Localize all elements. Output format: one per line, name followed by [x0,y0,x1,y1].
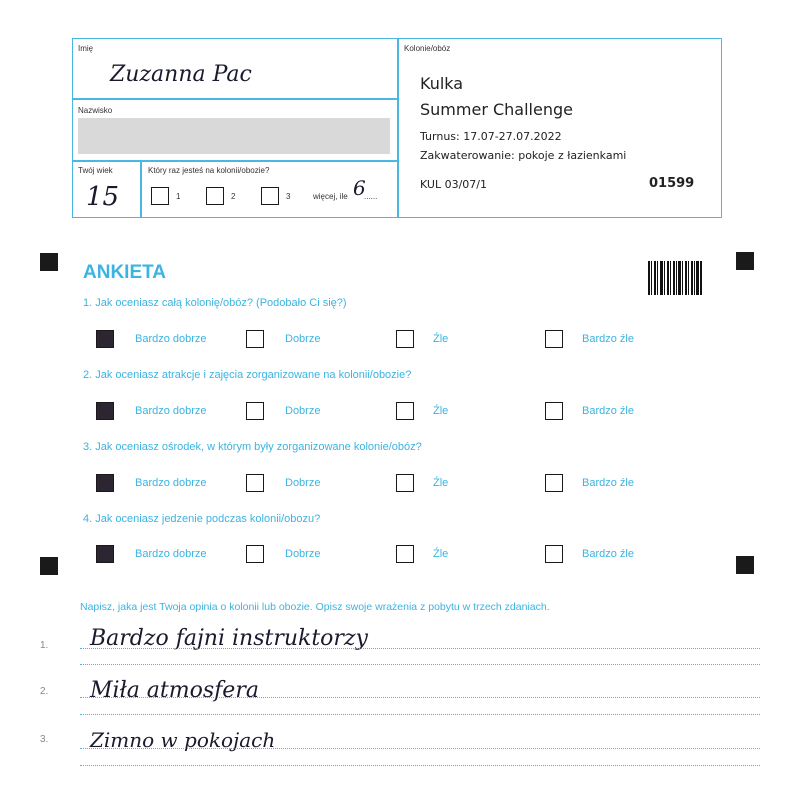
registration-mark-top-left [40,253,58,271]
opinion-line-3-number: 3. [40,734,49,745]
question-2-text: 2. Jak oceniasz atrakcje i zajęcia zorganizowane na kolonii/obozie? [83,369,412,381]
q4-option-bardzo-dobrze: Bardzo dobrze [135,548,207,560]
name-value[interactable]: Zuzanna Pac [110,62,252,87]
camp-label: Kolonie/obóz [404,44,451,53]
times-checkbox-1[interactable] [151,187,169,205]
q2-checkbox-bardzo-zle[interactable] [545,402,563,420]
q4-checkbox-bardzo-dobrze[interactable] [96,545,114,563]
age-value[interactable]: 15 [86,182,120,212]
q3-option-bardzo-zle: Bardzo źle [582,477,634,489]
camp-program: Summer Challenge [420,100,573,119]
opinion-line-1-dots [80,648,760,649]
opinion-line-3-text[interactable]: Zimno w pokojach [90,728,276,752]
more-value[interactable]: 6 [353,176,366,200]
q1-option-zle: Źle [433,333,449,345]
q2-option-dobrze: Dobrze [285,405,321,417]
header-divider-age [140,160,142,218]
q1-option-dobrze: Dobrze [285,333,321,345]
q1-checkbox-dobrze[interactable] [246,330,264,348]
opinion-line-1b-dots [80,664,760,665]
opinion-line-2-number: 2. [40,686,49,697]
header-divider-surname [72,160,398,162]
q1-option-bardzo-dobrze: Bardzo dobrze [135,333,207,345]
q4-option-dobrze: Dobrze [285,548,321,560]
age-label: Twój wiek [78,166,113,175]
times-option-3: 3 [286,192,291,201]
camp-number: 01599 [649,176,695,191]
survey-title: ANKIETA [83,262,167,283]
q3-option-dobrze: Dobrze [285,477,321,489]
times-checkbox-2[interactable] [206,187,224,205]
q3-option-bardzo-dobrze: Bardzo dobrze [135,477,207,489]
header-divider-vertical [397,38,399,218]
surname-label: Nazwisko [78,106,113,115]
opinion-line-3-dots [80,748,760,749]
q3-checkbox-zle[interactable] [396,474,414,492]
opinion-line-1-text[interactable]: Bardzo fajni instruktorzy [90,626,368,651]
q4-checkbox-bardzo-zle[interactable] [545,545,563,563]
header-divider-name [72,98,398,100]
q2-checkbox-dobrze[interactable] [246,402,264,420]
times-label: Który raz jesteś na kolonii/obozie? [148,166,270,175]
registration-mark-top-right [736,252,754,270]
opinion-line-2-text[interactable]: Miła atmosfera [90,678,259,703]
barcode-icon [648,261,704,295]
camp-name: Kulka [420,74,464,93]
q4-option-zle: Źle [433,548,449,560]
registration-mark-bottom-left [40,557,58,575]
q1-checkbox-bardzo-zle[interactable] [545,330,563,348]
camp-turnus: Turnus: 17.07-27.07.2022 [420,130,562,143]
name-label: Imię [78,44,94,53]
q3-checkbox-dobrze[interactable] [246,474,264,492]
surname-redaction [78,118,390,154]
question-4-text: 4. Jak oceniasz jedzenie podczas kolonii/obozu? [83,513,321,525]
q4-checkbox-dobrze[interactable] [246,545,264,563]
opinion-line-2-dots [80,697,760,698]
q1-option-bardzo-zle: Bardzo źle [582,333,634,345]
q2-checkbox-zle[interactable] [396,402,414,420]
q4-option-bardzo-zle: Bardzo źle [582,548,634,560]
q2-option-bardzo-zle: Bardzo źle [582,405,634,417]
opinion-line-2b-dots [80,714,760,715]
times-checkbox-3[interactable] [261,187,279,205]
q2-option-zle: Źle [433,405,449,417]
times-option-1: 1 [176,192,181,201]
camp-accommodation: Zakwaterowanie: pokoje z łazienkami [420,149,627,162]
opinion-line-1-number: 1. [40,640,49,651]
q1-checkbox-zle[interactable] [396,330,414,348]
question-1-text: 1. Jak oceniasz całą kolonię/obóz? (Podobało Ci się?) [83,297,347,309]
q2-checkbox-bardzo-dobrze[interactable] [96,402,114,420]
registration-mark-bottom-right [736,556,754,574]
q3-checkbox-bardzo-dobrze[interactable] [96,474,114,492]
opinion-prompt: Napisz, jaka jest Twoja opinia o kolonii lub obozie. Opisz swoje wrażenia z pobytu w trzech zdaniach. [80,601,550,613]
q4-checkbox-zle[interactable] [396,545,414,563]
q3-checkbox-bardzo-zle[interactable] [545,474,563,492]
q1-checkbox-bardzo-dobrze[interactable] [96,330,114,348]
opinion-line-3b-dots [80,765,760,766]
q3-option-zle: Źle [433,477,449,489]
camp-code: KUL 03/07/1 [420,178,487,191]
more-dots: ...... [364,192,378,201]
question-3-text: 3. Jak oceniasz ośrodek, w którym były zorganizowane kolonie/obóz? [83,441,422,453]
q2-option-bardzo-dobrze: Bardzo dobrze [135,405,207,417]
more-label: więcej, ile [313,192,348,201]
times-option-2: 2 [231,192,236,201]
